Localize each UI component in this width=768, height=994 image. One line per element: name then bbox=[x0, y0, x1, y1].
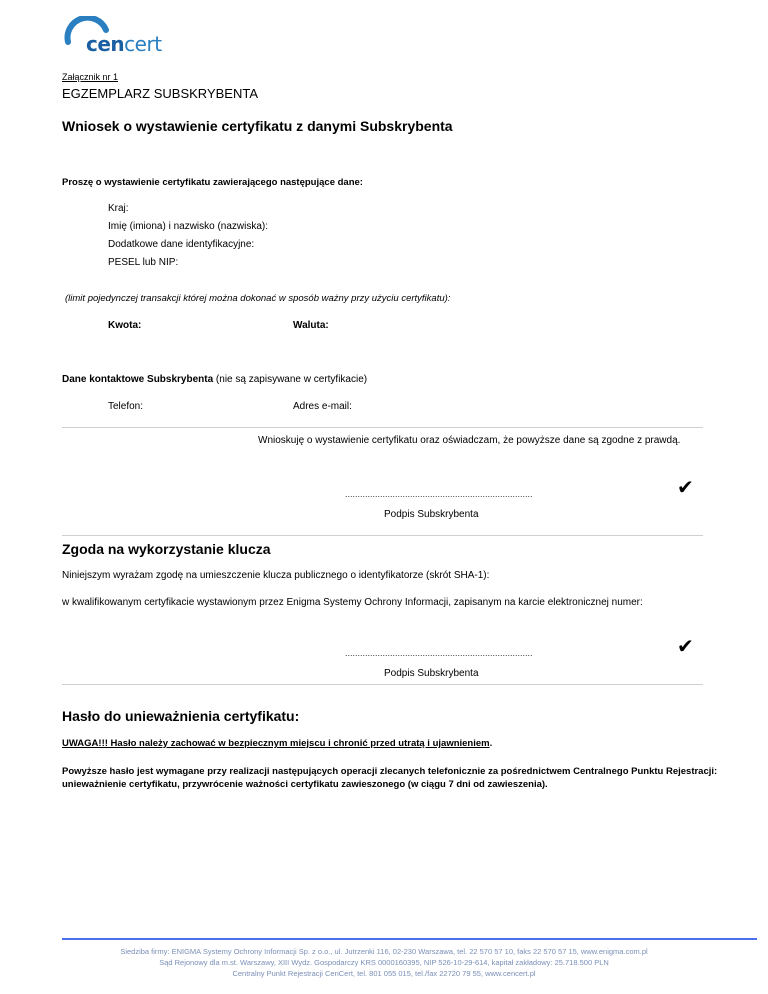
signature-label: Podpis Subskrybenta bbox=[384, 668, 479, 679]
footer-line-3: Centralny Punkt Rejestracji CenCert, tel. 801 055 015, tel./fax 22720 79 55, www.cencert.pl bbox=[232, 969, 536, 978]
revocation-title: Hasło do unieważnienia certyfikatu: bbox=[62, 708, 300, 724]
divider bbox=[62, 684, 703, 685]
revocation-info-2: unieważnienie certyfikatu, przywrócenie ważności certyfikatu zawieszonego (w ciągu 7 dni od zawieszenia). bbox=[62, 779, 548, 790]
field-country: Kraj: bbox=[108, 203, 129, 214]
consent-line1: Niniejszym wyrażam zgodę na umieszczenie klucza publicznego o identyfikatorze (skrót SHA-1): bbox=[62, 570, 490, 581]
request-lead: Proszę o wystawienie certyfikatu zawierającego następujące dane: bbox=[62, 177, 363, 188]
revocation-info-1: Powyższe hasło jest wymagane przy realizacji następujących operacji zlecanych telefonicznie za pośrednictwem Centralnego Punktu Rejestracji: bbox=[62, 766, 718, 777]
page-title: Wniosek o wystawienie certyfikatu z danymi Subskrybenta bbox=[62, 118, 453, 134]
contact-heading: Dane kontaktowe Subskrybenta (nie są zapisywane w certyfikacie) bbox=[62, 374, 368, 385]
copy-label: EGZEMPLARZ SUBSKRYBENTA bbox=[62, 86, 259, 101]
declaration-text: Wnioskuję o wystawienie certyfikatu oraz oświadczam, że powyższe dane są zgodne z prawdą. bbox=[258, 435, 681, 446]
logo-text: cencert bbox=[86, 32, 162, 56]
consent-title: Zgoda na wykorzystanie klucza bbox=[62, 541, 271, 557]
consent-line2: w kwalifikowanym certyfikacie wystawionym przez Enigma Systemy Ochrony Informacji, zapisanym na karcie elektronicznej numer: bbox=[62, 597, 643, 608]
divider bbox=[62, 427, 703, 428]
cencert-logo bbox=[62, 16, 172, 60]
footer-line-2: Sąd Rejonowy dla m.st. Warszawy, XIII Wydz. Gospodarczy KRS 0000160395, NIP 526-10-29-614, kapitał zakładowy: 25.718.500 PLN bbox=[159, 958, 609, 967]
email-label: Adres e-mail: bbox=[293, 401, 352, 412]
phone-label: Telefon: bbox=[108, 401, 144, 412]
footer-divider bbox=[62, 938, 757, 940]
signature-dots: ........................................................................... bbox=[345, 489, 533, 499]
signature-label: Podpis Subskrybenta bbox=[384, 509, 479, 520]
field-extra-id: Dodatkowe dane identyfikacyjne: bbox=[108, 239, 255, 250]
currency-label: Waluta: bbox=[293, 320, 329, 331]
check-icon: ✔ bbox=[677, 636, 694, 658]
amount-label: Kwota: bbox=[108, 320, 142, 331]
signature-dots: ........................................................................... bbox=[345, 648, 533, 658]
field-pesel-nip: PESEL lub NIP: bbox=[108, 257, 179, 268]
field-name: Imię (imiona) i nazwisko (nazwiska): bbox=[108, 221, 269, 232]
check-icon: ✔ bbox=[677, 477, 694, 499]
divider bbox=[62, 535, 703, 536]
revocation-warning: UWAGA!!! Hasło należy zachować w bezpiecznym miejscu i chronić przed utratą i ujawnieniem. bbox=[62, 738, 493, 749]
footer-line-1: Siedziba firmy: ENIGMA Systemy Ochrony Informacji Sp. z o.o., ul. Jutrzenki 116, 02-230 Warszawa, tel. 22 570 57 10, faks 22 570 57 15, www.enigma.com.pl bbox=[120, 947, 648, 956]
limit-text: (limit pojedynczej transakcji której można dokonać w sposób ważny przy użyciu certyfikatu): bbox=[65, 293, 451, 304]
attachment-label: Załącznik nr 1 bbox=[62, 72, 119, 82]
